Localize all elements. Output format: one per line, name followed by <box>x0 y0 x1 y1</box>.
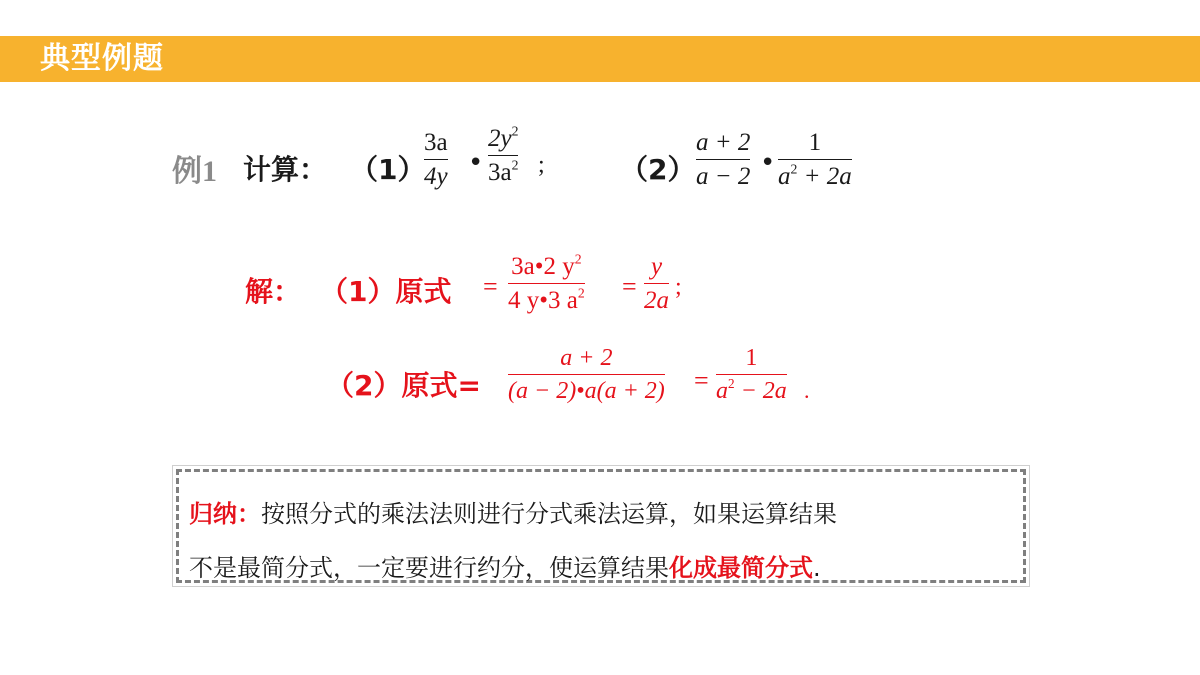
summary-line-1 <box>189 494 837 529</box>
solution1-denominator: 4 y•3 $a^2$ <box>508 285 585 315</box>
question1-frac1-denominator: 4y <box>424 163 448 191</box>
solution2-result-numerator: 1 <box>745 345 758 371</box>
solution2-end: . <box>804 378 810 403</box>
question2-frac1-denominator: a − 2 <box>696 163 751 191</box>
question1-frac2-denominator: $3a^2$ <box>488 157 519 187</box>
solution2-result-fraction <box>716 346 787 404</box>
solution1-fraction <box>508 251 585 315</box>
solution2-equals: = <box>694 366 709 395</box>
solution1-end: ; <box>675 274 682 300</box>
solution1-result-numerator: y <box>650 253 663 280</box>
solution1-equals: = <box>483 272 498 301</box>
summary-highlight: 化成最简分式 <box>669 554 813 582</box>
question1-frac2-numerator: $2y^2$ <box>488 123 519 152</box>
question1-fraction-2 <box>488 123 519 187</box>
summary-line-2 <box>189 548 821 583</box>
question1-frac1-numerator: 3a <box>424 129 448 156</box>
summary-end: . <box>813 554 821 582</box>
question-part1-label: （1） <box>350 153 426 186</box>
solution1-numerator: 3a•2 $y^2$ <box>511 251 582 280</box>
summary-text-2: 不是最简分式，一定要进行约分，使运算结果 <box>189 554 669 582</box>
question1-end: ; <box>538 152 545 178</box>
solution1-result-denominator: 2a <box>644 287 669 315</box>
summary-box <box>176 469 1026 583</box>
example-label: 例1 <box>172 155 217 188</box>
question2-fraction-2 <box>778 130 852 191</box>
summary-text-1: 按照分式的乘法法则进行分式乘法运算，如果运算结果 <box>261 500 837 528</box>
header-bar <box>0 36 1200 82</box>
solution2-fraction <box>508 346 665 404</box>
multiply-dot: • <box>468 148 484 178</box>
question-part2-label: （2） <box>620 153 696 186</box>
solution2-numerator: a + 2 <box>560 345 613 371</box>
solution2-result-denominator: $a^2 - 2a$ <box>716 376 787 405</box>
solution-part1-label: （1）原式 <box>320 275 452 308</box>
question2-frac2-denominator: $a^2 + 2a$ <box>778 161 852 191</box>
page-title: 典型例题 <box>40 41 164 76</box>
example-verb: 计算： <box>243 153 328 186</box>
solution2-denominator: (a − 2)•a(a + 2) <box>508 378 665 405</box>
solution-label: 解： <box>245 275 302 308</box>
solution-part2-label: （2）原式= <box>326 369 481 402</box>
solution1-equals-2: = <box>622 272 637 301</box>
question1-fraction-1 <box>424 130 448 191</box>
solution1-result-fraction <box>644 254 669 315</box>
question2-frac2-numerator: 1 <box>808 129 822 156</box>
summary-label: 归纳： <box>189 500 261 528</box>
multiply-dot-2: • <box>760 148 776 178</box>
question2-frac1-numerator: a + 2 <box>696 129 751 156</box>
question2-fraction-1 <box>696 130 750 191</box>
